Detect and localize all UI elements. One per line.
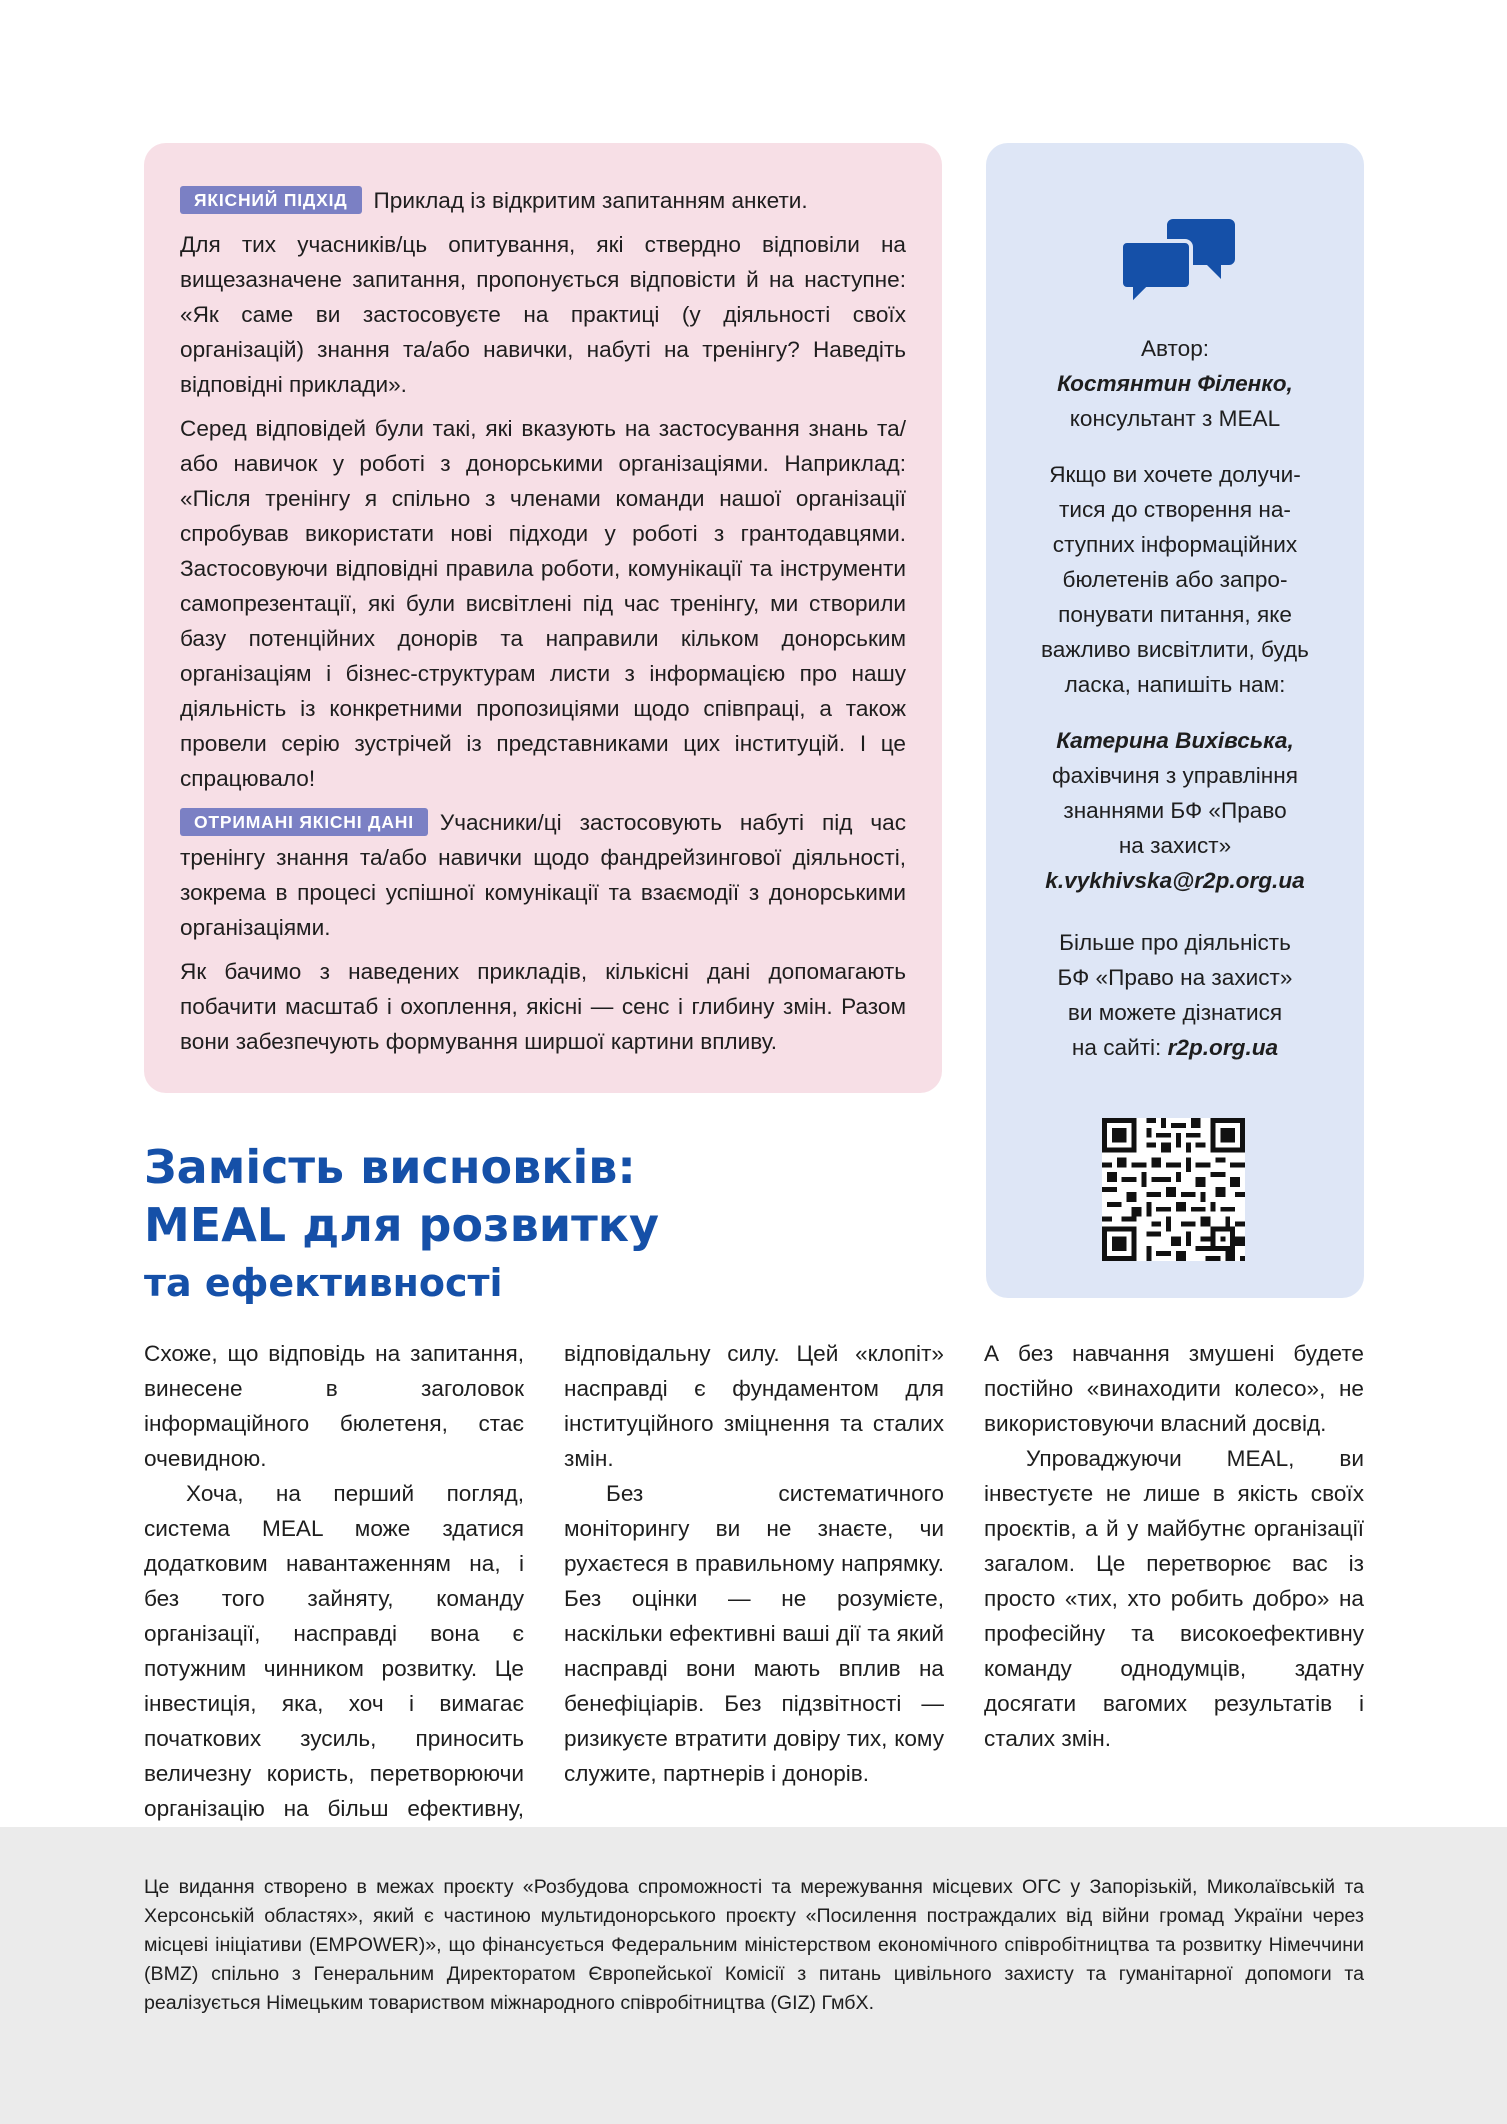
col2-paragraph-2: Без систематичного моніторингу ви не знаєте, чи рухаєтеся в правильному напрямку. Без оцінки — не розумієте, наскільки ефективні ваші дії та який насправді вони мають вплив на бенефіціарів. Без підзвітності — ризикуєте втратити довіру тих, кому служите, партнерів і донорів.: [564, 1481, 944, 1786]
heading-line-2: MEAL для розвитку: [144, 1198, 659, 1252]
tag2-text: Учасники/ці застосовують набуті під час тренінгу знання та/або навички щодо фандрейзингової діяльності, зокрема в процесі успішної комунікації та взаємодії з донорськими організаціями.: [180, 810, 906, 940]
heading-line-1: Замість висновків:: [144, 1140, 636, 1194]
qualitative-data-paragraph: [180, 805, 906, 945]
summary-paragraph: Як бачимо з наведених прикладів, кількісні дані допомагають побачити масштаб і охоплення, якісні — сенс і глибину змін. Разом вони забезпечують формування ширшої картини впливу.: [180, 959, 906, 1054]
qualitative-example-box: [144, 143, 942, 1093]
contact-name: Катерина Вихівська,: [1056, 728, 1294, 753]
tag1-text: Приклад із відкритим запитанням анкети.: [373, 188, 808, 213]
section-heading: [144, 1138, 659, 1312]
heading-line-3: та ефективності: [144, 1261, 503, 1305]
answers-paragraph: Серед відповідей були такі, які вказують на застосування знань та/або навичок у роботі з донорськими організаціями. Наприклад: «Після тренінгу я спільно з членами команди нашої організації спробував використати нові підходи у роботі з грантодавцями. Застосовуючи відповідні правила роботи, комунікації та інструменти самопрезентації, які були висвітлені під час тренінгу, ми створили базу потенційних донорів та направили кільком донорським організаціям і бізнес-структурам листи з інформацією про нашу діяльність із конкретними пропозиціями щодо співпраці, а також провели серію зустрічей із представниками цих інституцій. І це спрацювало!: [180, 416, 906, 791]
tag-received-qualitative-data: ОТРИМАНІ ЯКІСНІ ДАНІ: [180, 808, 428, 836]
more-info-text: Більше про діяльність БФ «Право на захист» ви можете дізнатися: [1057, 930, 1293, 1025]
tag-qualitative-approach: ЯКІСНИЙ ПІДХІД: [180, 186, 362, 214]
qr-code-icon[interactable]: [1102, 1118, 1245, 1261]
col3-paragraph-1: А без навчання змушені будете постійно «винаходити колесо», не використовуючи власний досвід.: [984, 1341, 1364, 1436]
footer: [0, 1827, 1507, 2124]
col3-paragraph-2: Упроваджуючи MEAL, ви інвестуєте не лише в якість своїх проєктів, а й у майбутнє організації загалом. Це перетворює вас із просто «тих, хто робить добро» на професійну та високоефективну команду однодумців, здатну досягати вагомих результатів і сталих змін.: [984, 1446, 1364, 1751]
site-prefix: на сайті:: [1071, 1035, 1168, 1060]
invite-text: Якщо ви хочете долучи- тися до створення на- ступних інформаційних бюлетенів або запро- понувати питання, яке важливо висвітлити, будь ласка, напишіть нам:: [1041, 462, 1309, 697]
author-sidebar: [986, 143, 1364, 1298]
col1-paragraph-1: Схоже, що відповідь на запитання, винесене в заголовок інформаційного бюлетеня, стає очевидною.: [144, 1341, 524, 1471]
footer-disclaimer: Це видання створено в межах проєкту «Розбудова спроможності та мережування місцевих ОГС у Запорізькій, Миколаївській та Херсонській областях», який є частиною мультидонорського проєкту «Посилення постраждалих від війни громад України через місцеві ініціативи (EMPOWER)», що фінансується Федеральним міністерством економічного співробітництва та розвитку Німеччини (BMZ) спільно з Генеральним Директоратом Європейської Комісії з питань цивільного захисту та гуманітарної допомоги та реалізується Німецьким товариством міжнародного співробітництва (GIZ) ГмбХ.: [144, 1876, 1364, 2014]
contact-email-link[interactable]: k.vykhivska@r2p.org.ua: [1045, 868, 1305, 893]
author-role: консультант з MEAL: [1069, 406, 1281, 431]
author-name: Костянтин Філенко,: [1057, 371, 1293, 396]
column-1: [144, 1336, 524, 1861]
column-3: [984, 1336, 1364, 1756]
survey-question-paragraph: Для тих учасників/ць опитування, які ствердно відповіли на вищезазначене запитання, пропонується відповісти й на наступне: «Як саме ви застосовуєте на практиці (у діяльності своїх організацій) знання та/або навички, набуті на тренінгу? Наведіть відповідні приклади».: [180, 232, 906, 397]
author-label: Автор:: [1140, 336, 1210, 361]
column-2: [564, 1336, 944, 1791]
qualitative-intro: [180, 183, 906, 218]
site-line: [986, 1030, 1364, 1065]
speech-bubbles-icon: [1121, 211, 1237, 307]
col2-paragraph-1: відповідальну силу. Цей «клопіт» насправді є фундаментом для інституційного зміцнення та сталих змін.: [564, 1341, 944, 1471]
col1-paragraph-2: Хоча, на перший погляд, система MEAL може здатися додатковим навантаженням на, і без того зайняту, команду організації, насправді вона є потужним чинником розвитку. Це інвестиція, яка, хоч і вимагає початкових зусиль, приносить величезну користь, перетворюючи організацію на більш ефективну,: [144, 1481, 524, 1821]
site-link[interactable]: r2p.org.ua: [1167, 1035, 1279, 1060]
contact-role: фахівчиня з управління знаннями БФ «Право на захист»: [1051, 763, 1298, 858]
